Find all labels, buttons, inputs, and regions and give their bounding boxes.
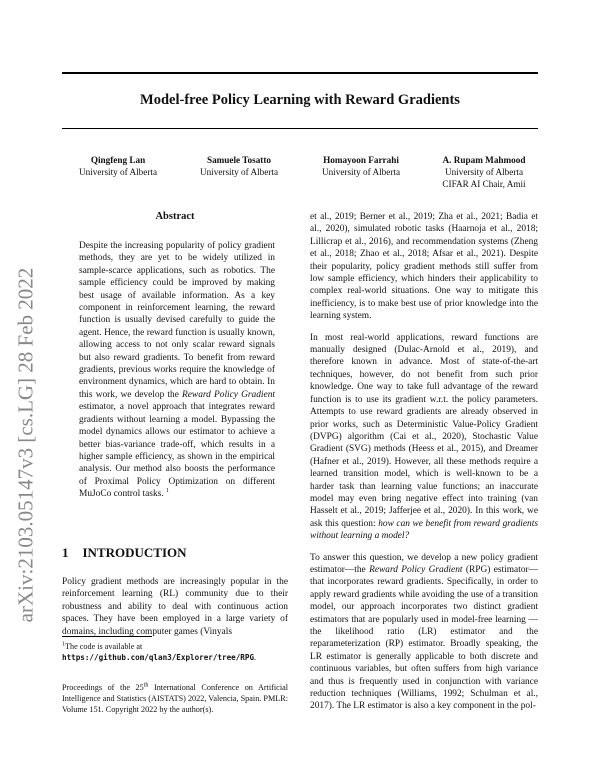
- top-rule: [62, 72, 538, 74]
- abstract-text-1: Despite the increasing popularity of policy gradient methods, they are yet to be widely utilized in sample-scarce applications, such as robotics. The sample efficiency could be improved by making best usage of available information. As a key component in reinforcement learning, the reward function is usually devised carefully to guide the agent. Hence, the reward function is usually known, allowing access to not only scalar reward signals but also reward gradients. To benefit from reward gradients, previous works require the knowledge of environment dynamics, which are hard to obtain. In this work, we develop the: [79, 241, 275, 400]
- author-4: [424, 154, 544, 190]
- author-1: [62, 154, 174, 178]
- proceedings-note: [62, 682, 288, 715]
- footnote-end: .: [254, 653, 257, 662]
- section-title: INTRODUCTION: [82, 545, 187, 560]
- proceedings-sup: th: [143, 682, 149, 689]
- abstract-text-2: estimator, a novel approach that integrates reward gradients without learning a model. Bypassing the model dynamics allows our estimator to achieve a better bias-variance trade-off, which results in a higher sample efficiency, as shown in the empirical analysis. Our method also boosts the performance of Proximal Policy Optimization on different MuJoCo control tasks.: [79, 402, 275, 500]
- section-heading-introduction: [62, 545, 187, 561]
- footnote-mark: 1: [62, 641, 65, 648]
- rpg-name: Reward Policy Gradient: [369, 564, 463, 575]
- author-affiliation-secondary: CIFAR AI Chair, Amii: [442, 179, 526, 189]
- right-paragraph-3-text-a: To answer this question, we develop a new policy gradient estimator—the: [310, 552, 538, 575]
- author-name: A. Rupam Mahmood: [442, 155, 526, 165]
- abstract-heading: Abstract: [155, 211, 195, 222]
- author-name: Homayoon Farrahi: [323, 155, 399, 165]
- research-question: how can we benefit from reward gradients without learning a model?: [310, 518, 538, 542]
- footnote: [62, 641, 288, 663]
- intro-paragraph: Policy gradient methods are increasingly popular in the reinforcement learning (RL) community due to their robustness and ability to deal with continuous action spaces. They have been employed in a large variety of domains, including computer games (Vinyals: [62, 577, 288, 637]
- author-name: Qingfeng Lan: [90, 155, 146, 165]
- arxiv-stamp-text: arXiv:2103.05147v3 [cs.LG] 28 Feb 2022: [13, 267, 38, 623]
- abstract-footnote-mark: 1: [165, 488, 169, 494]
- author-affiliation: University of Alberta: [321, 167, 401, 177]
- author-3: [302, 154, 420, 178]
- proceedings-pre: Proceedings of the 25: [62, 683, 144, 692]
- author-affiliation: University of Alberta: [199, 167, 279, 177]
- right-paragraph-3: [310, 552, 538, 713]
- arxiv-stamp: [6, 205, 46, 685]
- right-paragraph-2: [310, 332, 538, 543]
- paper-title: Model-free Policy Learning with Reward Gradients: [140, 92, 460, 108]
- abstract-body: [79, 240, 275, 501]
- right-paragraph-2-text: In most real-world applications, reward functions are manually designed (Dulac-Arnold et al., 2019), and therefore known in advance. Most of state-of-the-art techniques, however, do not benefit from such prior knowledge. One way to take full advantage of the reward function is to use its gradient w.r.t. the policy parameters. Attempts to use reward gradients are already observed in prior works, such as Deterministic Value-Policy Gradient (DVPG) algorithm (Cai et al., 2020), Stochastic Value Gradient (SVG) methods (Heess et al., 2015), and Dreamer (Hafner et al., 2019). However, all these methods require a learned transition model, which is well-known to be a harder task than learning value functions; an inaccurate model may even bring negative effect into training (van Hasselt et al., 2019; Jafferjee et al., 2020). In this work, we ask this question:: [310, 332, 538, 529]
- author-name: Samuele Tosatto: [206, 155, 272, 165]
- author-affiliation: University of Alberta: [444, 167, 524, 177]
- right-column: [310, 211, 538, 722]
- footnote-rule: [62, 636, 152, 637]
- title-rule: [62, 128, 538, 129]
- right-paragraph-1: et al., 2019; Berner et al., 2019; Zha et al., 2021; Badia et al., 2020), simulated robotic tasks (Haarnoja et al., 2018; Lillicrap et al., 2016), and recommendation systems (Zheng et al., 2018; Zhao et al., 2018; Afsar et al., 2021). Despite their popularity, policy gradient methods still suffer from low sample efficiency, which hinders their applicability to complex real-world situations. One way to mitigate this inefficiency, is to make best use of prior knowledge into the learning system.: [310, 212, 538, 322]
- footnote-text: The code is available at: [65, 642, 143, 651]
- right-paragraph-3-text-b: (RPG) estimator—that incorporates reward gradients. Specifically, in order to apply reward gradients while avoiding the use of a transition model, our approach incorporates two distinct gradient estimators that are popularly used in model-free learning — the likelihood ratio (LR) estimator and the reparameterization (RP) estimator. Broadly speaking, the LR estimator is generally applicable to both discrete and continuous variables, but often suffers from high variance and thus is frequently used in conjunction with variance reduction techniques (Williams, 1992; Schulman et al., 2017). The LR estimator is also a key component in the pol-: [310, 564, 539, 712]
- abstract-method-name: Reward Policy Gradient: [182, 389, 275, 400]
- proceedings-post: International Conference on Artificial Intelligence and Statistics (AISTATS) 2022, Valencia, Spain. PMLR: Volume 151. Copyright 2022 by the author(s).: [62, 683, 289, 714]
- section-number: 1: [62, 545, 69, 560]
- author-affiliation: University of Alberta: [78, 167, 158, 177]
- code-link[interactable]: https://github.com/qlan3/Explorer/tree/RPG: [62, 653, 255, 662]
- author-2: [180, 154, 298, 178]
